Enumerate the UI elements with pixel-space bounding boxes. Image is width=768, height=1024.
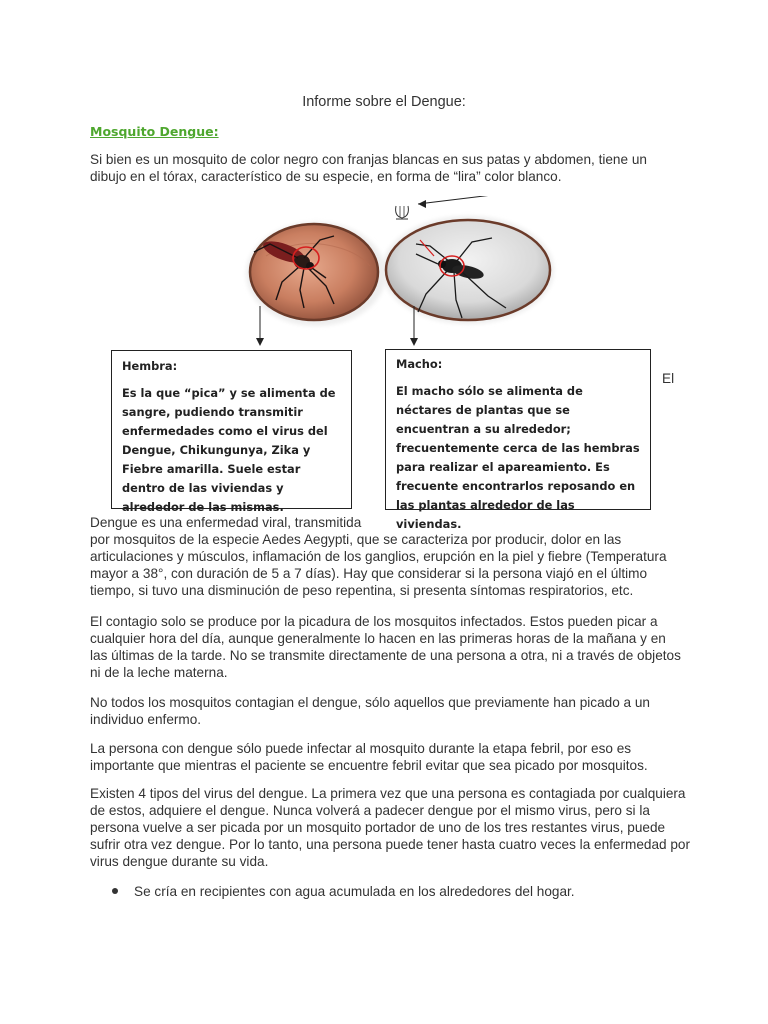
male-callout <box>385 349 651 531</box>
document-title: Informe sobre el Dengue: <box>302 94 466 110</box>
bullet-text: Se cría en recipientes con agua acumulada en los alrededores del hogar. <box>134 884 575 899</box>
dengue-definition-paragraph: Dengue es una enfermedad viral, transmitida por mosquitos de la especie Aedes Aegypti, que se caracteriza por producir, dolor en las articulaciones y músculos, inflamación de los ganglios, erupción en la piel y fiebre (Temperatura mayor a 38°, con duración de 5 a 7 días). Hay que considerar si la persona viajó en el último tiempo, si tuvo una disminución de peso repentina, si presenta síntomas respiratorios, etc. <box>90 515 667 598</box>
side-word: El <box>662 371 675 386</box>
contagion-paragraph: El contagio solo se produce por la picadura de los mosquitos infectados. Estos pueden picar a cualquier hora del día, aunque generalmente lo hacen en las primeras horas de la mañana y en las últimas de la tarde. No se transmite directamente de una persona a otra, ni a través de objetos ni de la leche materna. <box>90 614 681 680</box>
virus-types-paragraph: Existen 4 tipos del virus del dengue. La primera vez que una persona es contagiada por cualquiera de estos, adquiere el dengue. Nunca volverá a padecer dengue por el mismo virus, pero si la persona vuelve a ser picada por un mosquito portador de uno de los tres restantes virus, puede sufrir otra vez dengue. Por lo tanto, una persona puede tener hasta cuatro veces la enfermedad por virus dengue durante su vida. <box>90 786 691 869</box>
male-callout-text: El macho sólo se alimenta de néctares de plantas que se encuentran a su alrededor; frecuentemente cerca de las hembras para realizar el apareamiento. Es frecuente encontrarlos reposando en las plantas alrededor de las viviendas. <box>396 384 640 531</box>
pointer-arrow <box>418 196 550 208</box>
bullet-dot <box>112 888 118 894</box>
febrile-paragraph: La persona con dengue sólo puede infectar al mosquito durante la etapa febril, por eso es importante que mientras el paciente se encuentre febril evitar que sea picado por mosquitos. <box>90 741 648 773</box>
intro-paragraph: Si bien es un mosquito de color negro con franjas blancas en sus patas y abdomen, tiene un dibujo en el tórax, característico de su especie, en forma de “lira” color blanco. <box>90 152 647 184</box>
female-callout-text: Es la que “pica” y se alimenta de sangre, pudiendo transmitir enfermedades como el virus del Dengue, Chikungunya, Zika y Fiebre amarilla. Suele estar dentro de las viviendas y alrededor de las mismas. <box>122 386 336 514</box>
female-mosquito-photo <box>250 224 378 320</box>
transmission-paragraph: No todos los mosquitos contagian el dengue, sólo aquellos que previamente han picado a un individuo enfermo. <box>90 695 650 727</box>
male-callout-title: Macho: <box>396 357 443 371</box>
lyre-icon <box>396 206 409 219</box>
section-heading: Mosquito Dengue: <box>90 124 219 139</box>
bullet-list-item <box>112 884 575 899</box>
male-mosquito-photo <box>386 220 550 320</box>
female-callout <box>111 350 352 514</box>
mosquito-figure <box>230 196 560 346</box>
female-callout-title: Hembra: <box>122 359 178 373</box>
